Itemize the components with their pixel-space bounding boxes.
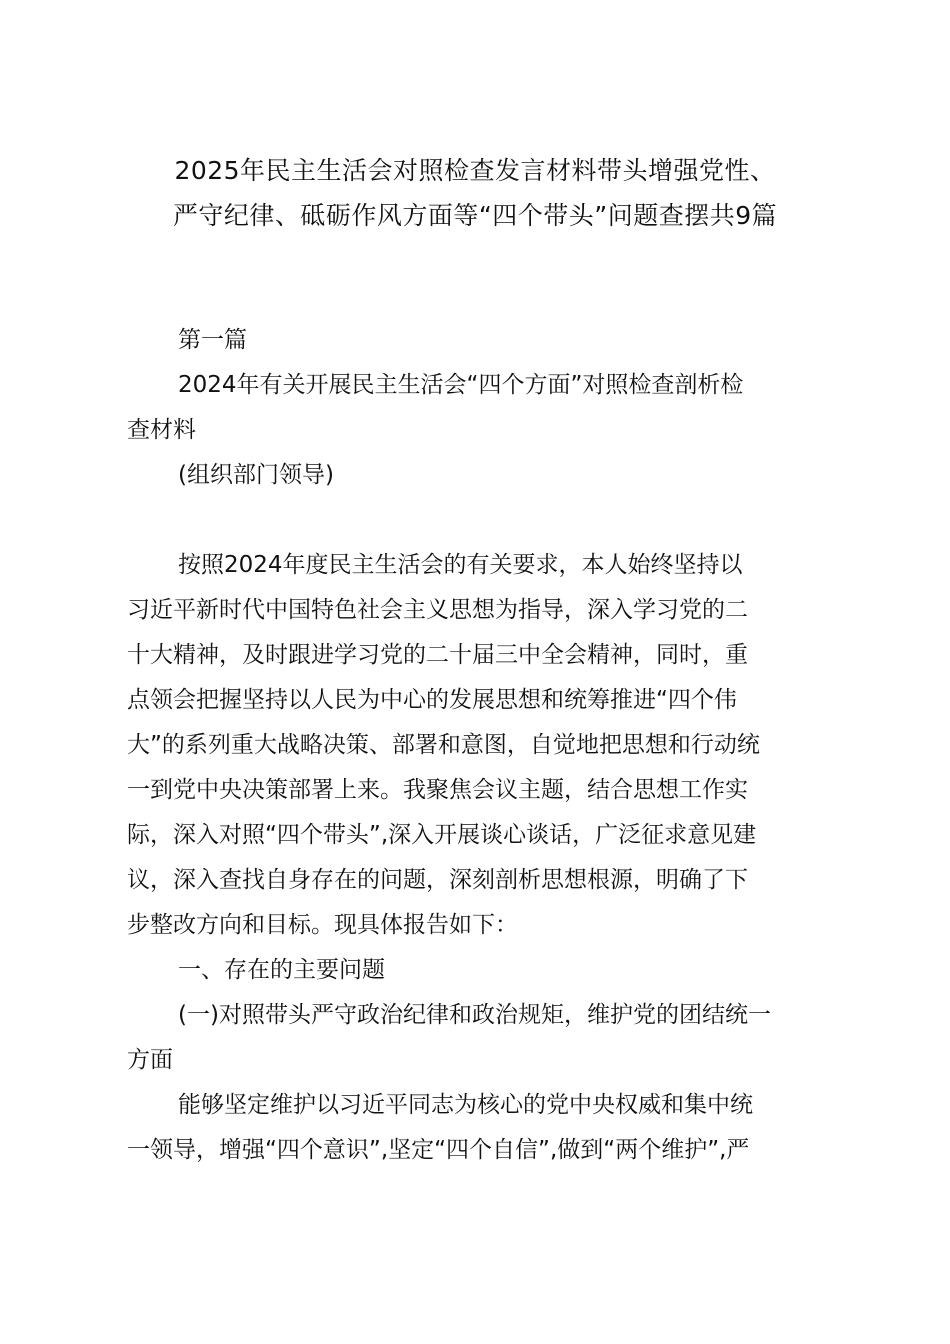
section-department: (组织部门领导)	[178, 462, 334, 488]
document-title	[100, 148, 850, 238]
intro-line: 十大精神，及时跟进学习党的二十届三中全会精神，同时，重	[127, 642, 748, 668]
intro-line: 际，深入对照“四个带头”,深入开展谈心谈话，广泛征求意见建	[127, 822, 757, 848]
subheading-1-line-1: (一)对照带头严守政治纪律和政治规矩，维护党的团结统一	[178, 1002, 771, 1028]
section-subtitle-line-1: 2024年有关开展民主生活会“四个方面”对照检查剖析检	[178, 372, 744, 398]
section-label: 第一篇	[178, 327, 247, 353]
title-line-2: 严守纪律、砥砺作风方面等“四个带头”问题查摆共9篇	[172, 201, 778, 230]
document-body	[127, 318, 827, 1173]
intro-line: 一到党中央决策部署上来。我聚焦会议主题，结合思想工作实	[127, 777, 748, 803]
paragraph-2-line-1: 能够坚定维护以习近平同志为核心的党中央权威和集中统	[178, 1092, 753, 1118]
section-subtitle-line-2: 查材料	[127, 417, 196, 443]
intro-line: 步整改方向和目标。现具体报告如下：	[127, 912, 518, 938]
intro-line: 习近平新时代中国特色社会主义思想为指导，深入学习党的二	[127, 597, 748, 623]
intro-paragraph	[127, 543, 827, 948]
heading-existing-problems: 一、存在的主要问题	[178, 957, 385, 983]
blank-line	[127, 498, 827, 543]
paragraph-2-line-2: 一领导，增强“四个意识”,坚定“四个自信”,做到“两个维护”,严	[127, 1137, 750, 1163]
intro-line: 点领会把握坚持以人民为中心的发展思想和统筹推进“四个伟	[127, 687, 737, 713]
subheading-1-line-2: 方面	[127, 1047, 173, 1073]
intro-line: 大”的系列重大战略决策、部署和意图，自觉地把思想和行动统	[127, 732, 760, 758]
intro-line: 议，深入查找自身存在的问题，深刻剖析思想根源，明确了下	[127, 867, 748, 893]
title-line-1: 2025年民主生活会对照检查发言材料带头增强党性、	[174, 156, 776, 185]
intro-line: 按照2024年度民主生活会的有关要求，本人始终坚持以	[178, 552, 743, 578]
